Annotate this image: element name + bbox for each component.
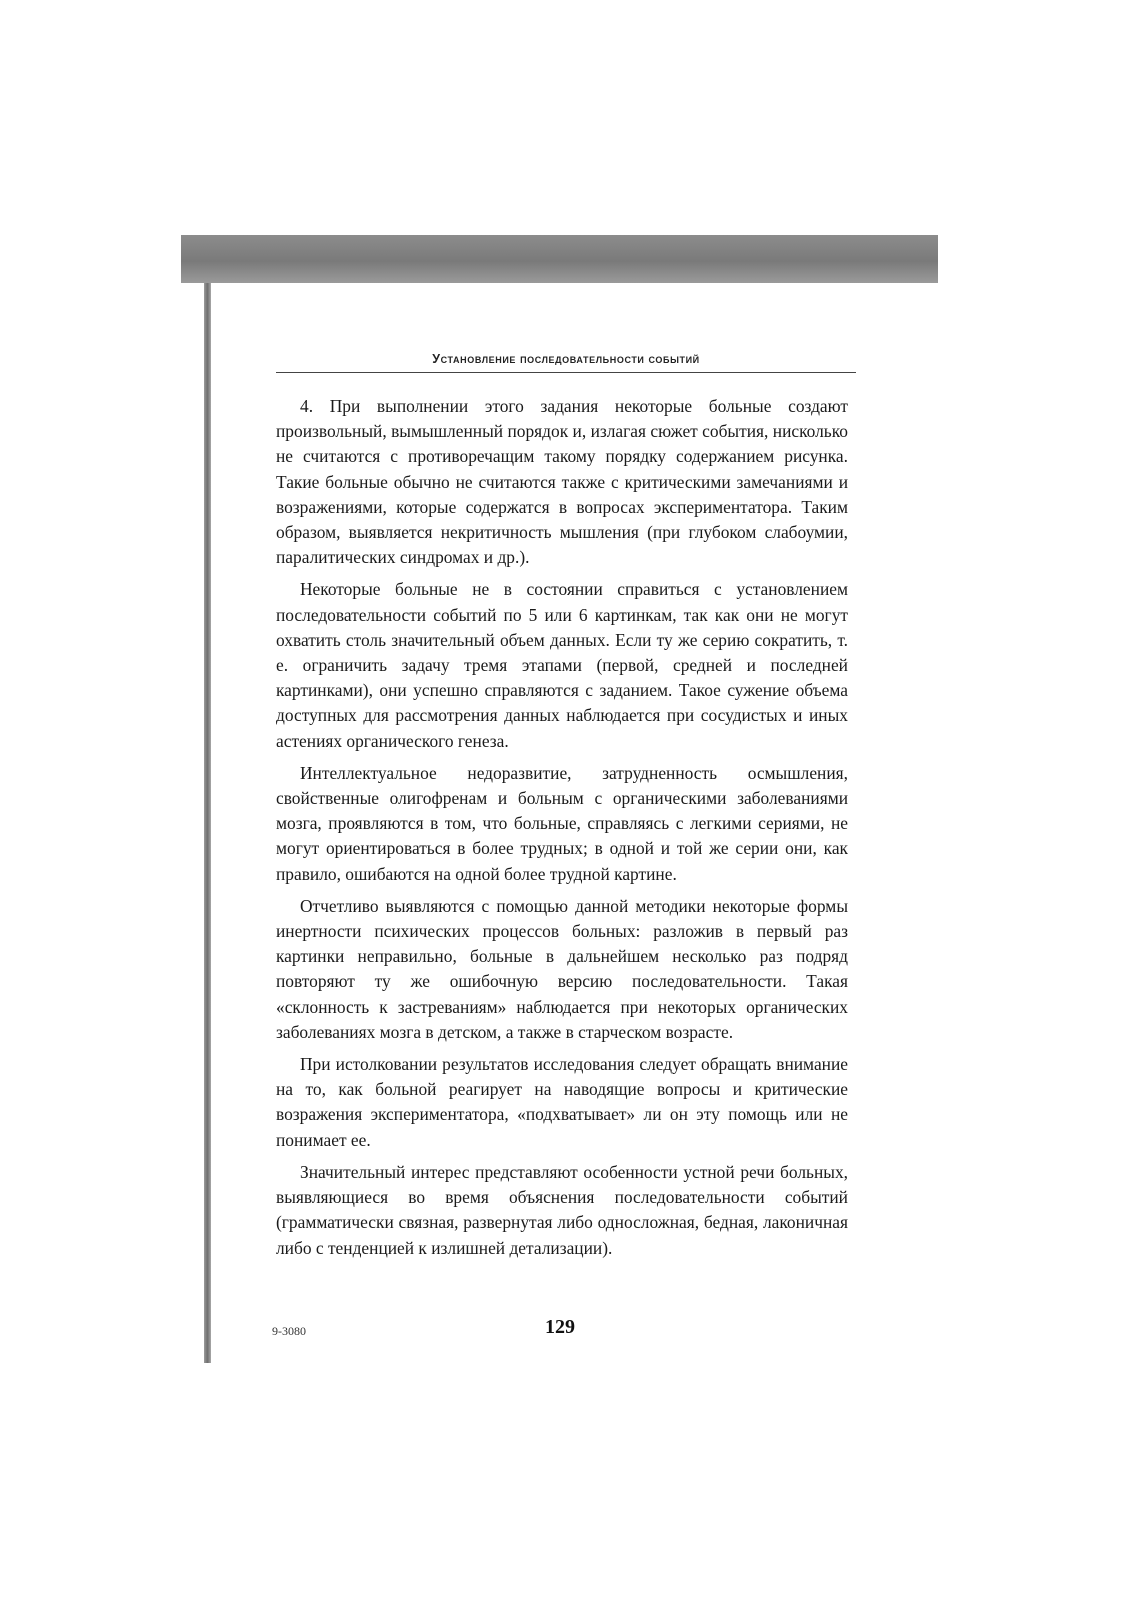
top-gray-band <box>181 235 938 283</box>
page-number: 129 <box>545 1316 575 1338</box>
running-head-rule <box>276 372 856 373</box>
running-head: Установление последовательности событий <box>432 352 700 366</box>
paragraph-6: Значительный интерес представляют особенности устной речи больных, выявляющиеся во время объяснения последовательности событий (грамматически связная, развернутая либо односложная, бедная, лаконичная либо с тенденцией к излишней детализации). <box>276 1161 848 1258</box>
body-text <box>276 394 848 1268</box>
printer-signature: 9-3080 <box>272 1324 306 1338</box>
left-binding-edge <box>204 283 211 1363</box>
paragraph-5: При истолковании результатов исследования следует обращать внимание на то, как больной реагирует на наводящие вопросы и критические возражения экспериментатора, «подхватывает» ли он эту помощь или не понимает ее. <box>276 1054 848 1150</box>
paragraph-1: 4. При выполнении этого задания некоторые больные создают произвольный, вымышленный порядок и, излагая сюжет события, нисколько не считаются с противоречащим такому порядку содержанием рисунка. Такие больные обычно не считаются также с критическими замечаниями и возражениями, которые содержатся в вопросах экспериментатора. Таким образом, выявляется некритичность мышления (при глубоком слабоумии, паралитических синдромах и др.). <box>276 396 848 568</box>
paragraph-3: Интеллектуальное недоразвитие, затрудненность осмышления, свойственные олигофренам и больным с органическими заболеваниями мозга, проявляются в том, что больные, справляясь с легкими сериями, не могут ориентироваться в более трудных; в одной и той же серии они, как правило, ошибаются на одной более трудной картине. <box>276 762 848 884</box>
paragraph-4: Отчетливо выявляются с помощью данной методики некоторые формы инертности психических процессов больных: разложив в первый раз картинки неправильно, больные в дальнейшем несколько раз подряд повторяют ту же ошибочную версию последовательности. Такая «склонность к застреваниям» наблюдается при некоторых органических заболеваниях мозга в детском, а также в старческом возрасте. <box>276 895 848 1042</box>
paragraph-2: Некоторые больные не в состоянии справиться с установлением последовательности событий по 5 или 6 картинкам, так как они не могут охватить столь значительный объем данных. Если ту же серию сократить, т. е. ограничить задачу тремя этапами (первой, средней и последней картинками), они успешно справляются с заданием. Такое сужение объема доступных для рассмотрения данных наблюдается при сосудистых и иных астениях органического генеза. <box>276 579 848 751</box>
